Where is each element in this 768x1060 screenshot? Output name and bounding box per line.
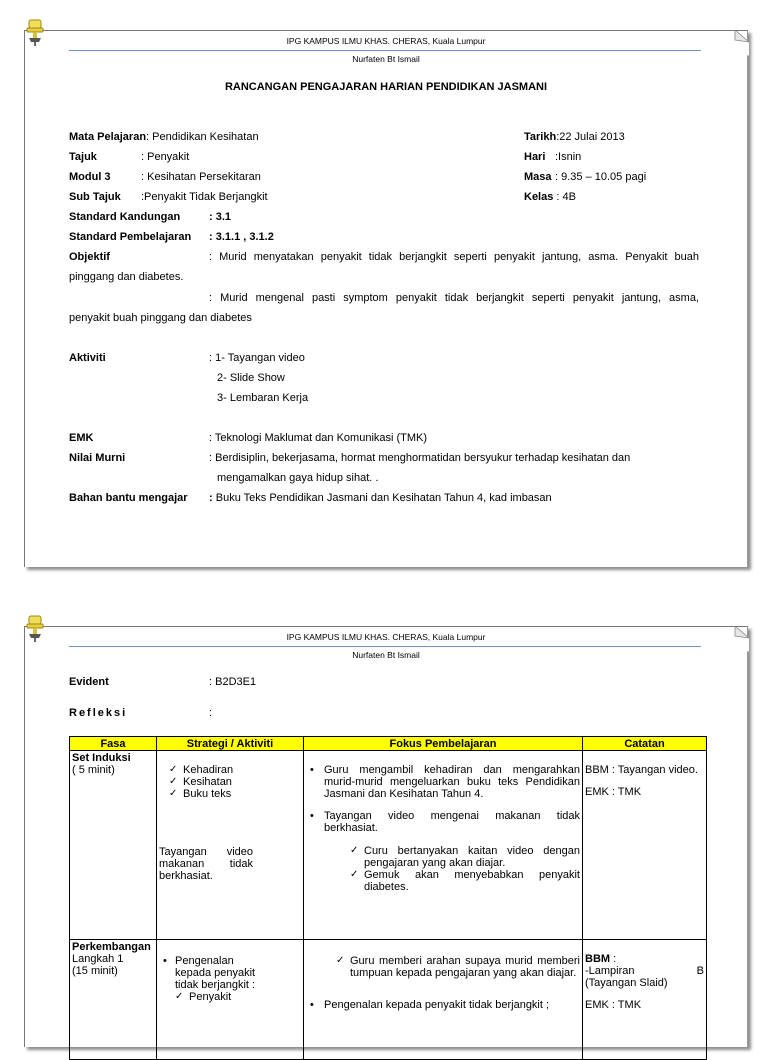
standard-pembelajaran-label: Standard Pembelajaran [69,231,192,243]
refleksi-label: Refleksi [69,707,128,719]
strategi-cell [157,940,304,1060]
fasa-time: ( 5 minit) [72,764,115,776]
evident-value: : B2D3E1 [209,676,257,688]
hari-value: :Isnin [555,151,582,163]
header-rule [69,646,701,647]
nilai-murni-value-2: mengamalkan gaya hidup sihat. . [217,472,379,484]
tarikh-value: :22 Julai 2013 [556,131,625,143]
table-header-row [70,737,707,751]
table-row [70,751,707,940]
objektif-2-line-2: penyakit buah pinggang dan diabetes [69,312,252,324]
masa-value: : 9.35 – 10.05 pagi [555,171,647,183]
aktiviti-item-1: : 1- Tayangan video [209,352,305,364]
catatan-bbm: BBM : Tayangan video. [585,764,698,776]
list-item: • Pengenalan kepada penyakit tidak berjangkit ; [306,999,580,1011]
kelas-label: Kelas [524,191,554,203]
standard-kandungan-label: Standard Kandungan [69,211,181,223]
page-title: RANCANGAN PENGAJARAN HARIAN PENDIDIKAN JASMANI [224,81,548,93]
bahan-bantu-colon: : [209,492,213,504]
header-author: Nurfaten Bt Ismail [352,650,420,660]
catatan-slaid: (Tayangan Slaid) [585,977,668,989]
column-header-fokus: Fokus Pembelajaran [304,737,583,751]
nilai-murni-value-1: : Berdisiplin, bekerjasama, hormat menghormatidan bersyukur terhadap kesihatan dan [209,452,631,464]
mata-pelajaran-line [69,130,259,144]
list-item: ✓ Curu bertanyakan kaitan video dengan pengajaran yang akan diajar. [350,845,580,869]
list-item: • Guru mengambil kehadiran dan mengarahkan murid-murid mengeluarkan buku teks Pendidikan Jasmani dan Kesihatan Tahun 4. [306,764,580,800]
aktiviti-item-2: 2- Slide Show [217,372,285,384]
strategi-bullet-list [159,955,259,991]
fokus-cell [304,751,583,940]
modul-value: : Kesihatan Persekitaran [141,171,261,183]
tajuk-value: : Penyakit [141,151,190,163]
document-page-2 [24,626,748,1047]
aktiviti-item-3: 3- Lembaran Kerja [217,392,309,404]
subtajuk-value: :Penyakit Tidak Berjangkit [141,191,268,203]
header-institution: IPG KAMPUS ILMU KHAS. CHERAS, Kuala Lumpur [286,632,486,642]
objektif-1-line-2: pinggang dan diabetes. [69,271,184,283]
bahan-bantu-value: Buku Teks Pendidikan Jasmani dan Kesihatan Tahun 4, kad imbasan [215,492,552,504]
tarikh-label: Tarikh [524,131,557,143]
strategi-cell [157,751,304,940]
list-item: ✓ Kehadiran [169,764,301,776]
fasa-time: (15 minit) [72,965,118,977]
catatan-lampiran: -Lampiran [585,965,635,977]
fasa-cell [70,940,157,1060]
fokus-bullet-list [306,764,580,834]
emk-value: : Teknologi Maklumat dan Komunikasi (TMK) [209,432,428,444]
catatan-bbm-colon: : [610,953,617,965]
standard-kandungan-value: : 3.1 [209,211,232,223]
table-row [70,940,707,1060]
refleksi-value: : [209,707,213,719]
catatan-bbm-label: BBM [585,953,611,965]
header-author: Nurfaten Bt Ismail [352,54,420,64]
bahan-bantu-label: Bahan bantu mengajar [69,492,188,504]
strategi-tick-list [169,764,301,800]
catatan-emk: EMK : TMK [585,786,642,798]
mata-pelajaran-label: Mata Pelajaran [69,131,147,143]
lesson-table [69,736,707,1060]
masa-label: Masa [524,171,552,183]
document-page-1 [24,30,748,567]
nilai-murni-label: Nilai Murni [69,452,126,464]
catatan-lampiran-line [585,965,704,977]
header-institution: IPG KAMPUS ILMU KHAS. CHERAS, Kuala Lumpur [286,36,486,46]
column-header-strategi: Strategi / Aktiviti [157,737,304,751]
list-item: ✓ Gemuk akan menyebabkan penyakit diabetes. [350,869,580,893]
list-item: ✓ Kesihatan [169,776,301,788]
objektif-1-line-1: : Murid menyatakan penyakit tidak berjangkit seperti penyakit jantung, asma. Penyakit buah [209,251,699,263]
list-item: • Tayangan video mengenai makanan tidak berkhasiat. [306,810,580,834]
fokus-cell [304,940,583,1060]
objektif-label: Objektif [69,251,110,263]
catatan-cell [583,751,707,940]
kelas-value: : 4B [556,191,576,203]
objektif-2-line-1: : Murid mengenal pasti symptom penyakit tidak berjangkit seperti penyakit jantung, asma, [209,292,699,304]
column-header-catatan: Catatan [583,737,707,751]
fasa-title: Set Induksi [72,752,131,764]
catatan-lampiran-code: B [696,965,704,977]
tajuk-label: Tajuk [69,151,97,163]
list-item: ✓ Buku teks [169,788,301,800]
strategi-tick-list [175,991,301,1003]
subtajuk-label: Sub Tajuk [69,191,121,203]
fokus-tick-list [350,845,580,893]
list-item: ✓ Penyakit [175,991,301,1003]
bahan-bantu-line [209,491,552,505]
fasa-cell [70,751,157,940]
catatan-emk: EMK : TMK [585,999,642,1011]
evident-label: Evident [69,676,109,688]
header-rule [69,50,701,51]
aktiviti-label: Aktiviti [69,352,106,364]
modul-label: Modul 3 [69,171,111,183]
tarikh-line [524,130,625,144]
strategi-text: Tayangan video makanan tidak berkhasiat. [159,846,253,882]
fokus-tick-list [336,955,580,979]
kelas-line [524,190,576,204]
fasa-step: Langkah 1 [72,953,124,965]
fasa-title: Perkembangan [72,941,151,953]
fokus-bullet-list [306,999,580,1011]
standard-pembelajaran-value: : 3.1.1 , 3.1.2 [209,231,274,243]
catatan-bbm-line [585,953,704,965]
column-header-fasa: Fasa [70,737,157,751]
mata-pelajaran-value: : Pendidikan Kesihatan [146,131,259,143]
emk-label: EMK [69,432,94,444]
hari-label: Hari [524,151,546,163]
catatan-cell [583,940,707,1060]
list-item: • Pengenalan kepada penyakit tidak berjangkit : [159,955,259,991]
list-item: ✓ Guru memberi arahan supaya murid memberi tumpuan kepada pengajaran yang akan diajar. [336,955,580,979]
